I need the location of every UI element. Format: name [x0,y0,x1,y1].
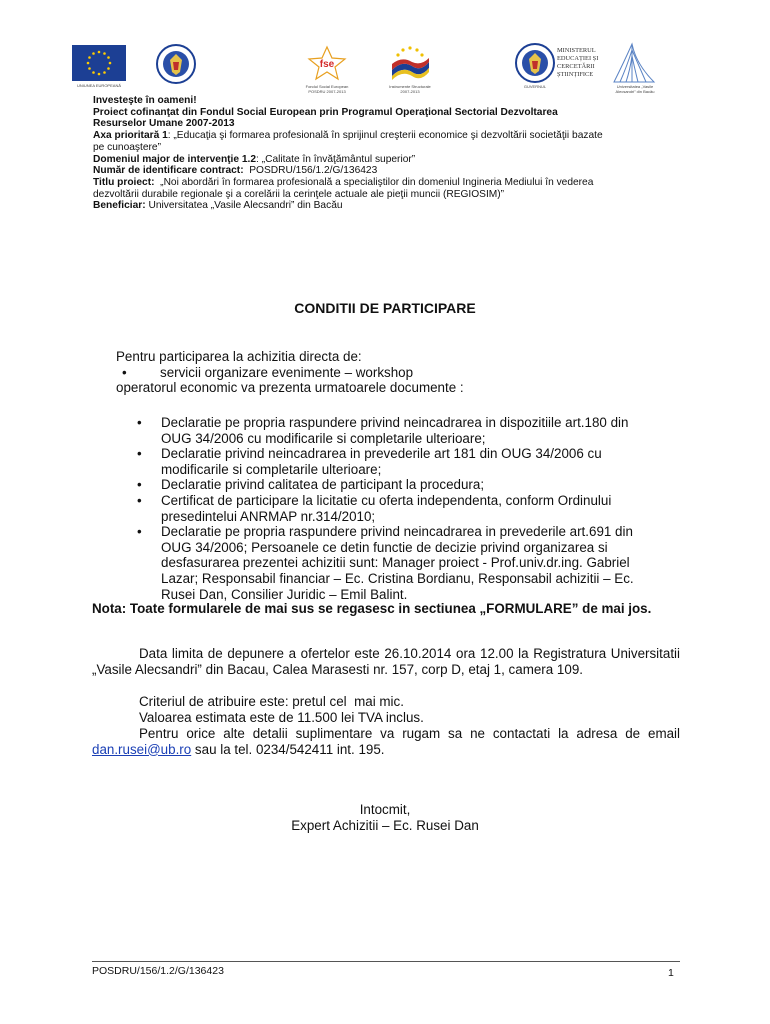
intro-bullet-text: servicii organizare evenimente – workshop [160,364,414,380]
ministry-caption-line3: CERCETĂRII [557,63,595,70]
fse-caption-line1: Fondul Social European [305,84,349,89]
criteria-block [139,694,424,725]
university-logo-icon [610,42,658,84]
eu-flag-icon [72,45,126,81]
contact-text: Pentru orice alte detalii suplimentare va rugam sa ne contactati la adresa de email [139,726,680,741]
intro [116,349,464,396]
document-2-line2: modificarile si completarile ulterioare; [161,461,382,477]
eu-caption: UNIUNEA EUROPEANĂ [76,83,121,88]
intro-line1: Pentru participarea la achizitia directa de: [116,349,362,364]
ministry-caption-line1: MINISTERUL [557,47,596,54]
fse-caption-line2: POSDRU 2007-2013 [308,89,346,94]
axa-label: Axa prioritară 1 [93,130,168,142]
document-2-line1: Declaratie privind neincadrarea in prevederile art 181 din OUG 34/2006 cu [161,446,602,462]
signature-line2: Expert Achizitii – Ec. Rusei Dan [291,817,479,833]
contract-number: POSDRU/156/1.2/G/136423 [243,165,378,177]
document-1-line1: Declaratie pe propria raspundere privind neincadrarea in dispozitiile art.180 din [161,415,629,430]
project-header [93,95,693,212]
univ-caption-line1: Universitatea „Vasile [616,84,654,89]
document-5-line5: Rusei Dan, Consilier Juridic – Emil Balint. [161,586,408,602]
government-seal-icon [156,44,196,84]
page-number: 1 [668,967,674,979]
nota: Nota: Toate formularele de mai sus se regasesc in sectiunea „FORMULARE” de mai jos. [92,601,652,616]
email-link[interactable]: dan.rusei@ub.ro [92,741,192,757]
svg-text:fse: fse [319,59,335,70]
phone-text: sau la tel. 0234/542411 int. 195. [191,741,385,757]
fse-caption [295,84,359,94]
ministry-caption-line2: EDUCAȚIEI ȘI [557,55,599,62]
structural-instruments-caption [380,84,440,94]
signature-line1: Intocmit, [359,802,411,817]
intro-bullet [116,365,464,381]
titlu-label: Titlu proiect: [93,176,155,188]
intro-line3: operatorul economic va prezenta urmatoarele documente : [116,380,464,396]
bullet-icon: • [137,524,142,540]
document-4-line2: presedintelui ANRMAP nr.314/2010; [161,508,376,524]
titlu-text-cont: dezvoltării durabile regionale şi a corelării la cerinţele actuale ale pieţii muncii (REGIOSIM)” [93,188,505,200]
beneficiar-text: Universitatea „Vasile Alecsandri” din Bacău [145,200,343,212]
bullet-icon: • [137,415,142,430]
footer-code: POSDRU/156/1.2/G/136423 [92,965,224,977]
is-caption-line1: Instrumente Structurale [389,84,431,89]
document-5-line2: OUG 34/2006; Persoanele ce detin functie de decizie privind organizarea si [161,539,608,555]
cofinancing-line1: Proiect cofinanţat din Fondul Social European prin Programul Operaţional Sectorial Dezvoltarea [93,106,558,118]
contract-label: Număr de identificare contract: [93,165,244,177]
documents-list [137,415,677,602]
document-5-line1: Declaratie pe propria raspundere privind neincadrarea in prevederile art.691 din [161,524,633,540]
criteriu-text: Criteriul de atribuire este: pretul cel mai mic. [139,694,404,709]
domeniu-text: : „Calitate în învăţământul superior” [256,153,416,165]
document-1-line2: OUG 34/2006 cu modificarile si completarile ulterioare; [161,430,486,446]
list-item [137,477,677,493]
univ-caption-line2: Alecsandri” din Bacău [615,89,655,94]
list-item [137,524,677,602]
university-caption [600,84,670,94]
bullet-icon: • [137,446,142,462]
domeniu-label: Domeniul major de intervenţie 1.2 [93,153,257,165]
bullet-icon: • [122,364,127,380]
ministry-caption-line4: ȘTIINȚIFICE [557,71,594,78]
beneficiar-label: Beneficiar: [93,200,146,212]
axa-text-cont: pe cunoaştere” [93,141,161,153]
contact-paragraph [92,726,680,757]
signature [0,802,770,833]
fse-logo-icon [305,45,349,81]
document-4-line1: Certificat de participare la licitatie cu oferta independenta, conform Ordinului [161,492,612,508]
page-title: CONDITII DE PARTICIPARE [294,300,476,316]
footer-divider [92,961,680,962]
deadline-paragraph: Data limita de depunere a ofertelor este 26.10.2014 ora 12.00 la Registratura Universitatii „Vasile Alecsandri” din Bacau, Calea Marasesti nr. 157, corp D, etaj 1, camera 109. [92,646,680,677]
is-caption-line2: 2007-2013 [400,89,420,94]
ministry-seal-icon [515,43,555,83]
bullet-icon: • [137,492,142,508]
document-5-line3: desfasurarea prezentei achizitii sunt: Manager proiect - Prof.univ.dr.ing. Gabriel [161,555,630,571]
list-item [137,446,677,477]
list-item [137,415,677,446]
document-5-line4: Lazar; Responsabil financiar – Ec. Cristina Bordianu, Responsabil achizitii – Ec. [161,570,634,586]
slogan: Investeşte în oameni! [93,95,197,106]
bullet-icon: • [137,477,142,493]
titlu-text: „Noi abordări în formarea profesională a specialiştilor din domeniul Ingineria Mediului în vederea [154,176,594,188]
axa-text: : „Educaţia şi formarea profesională în sprijinul creşterii economice şi dezvoltării societăţii bazate [167,130,603,142]
valoare-text: Valoarea estimata este de 11.500 lei TVA inclus. [139,709,424,725]
list-item [137,493,677,524]
ministry-caption [557,47,609,79]
document-3-line1: Declaratie privind calitatea de participant la procedura; [161,477,485,493]
ministry-small-caption: GUVERNUL [523,84,547,89]
structural-instruments-logo-icon [387,44,433,84]
cofinancing-line2: Resurselor Umane 2007-2013 [93,118,235,130]
